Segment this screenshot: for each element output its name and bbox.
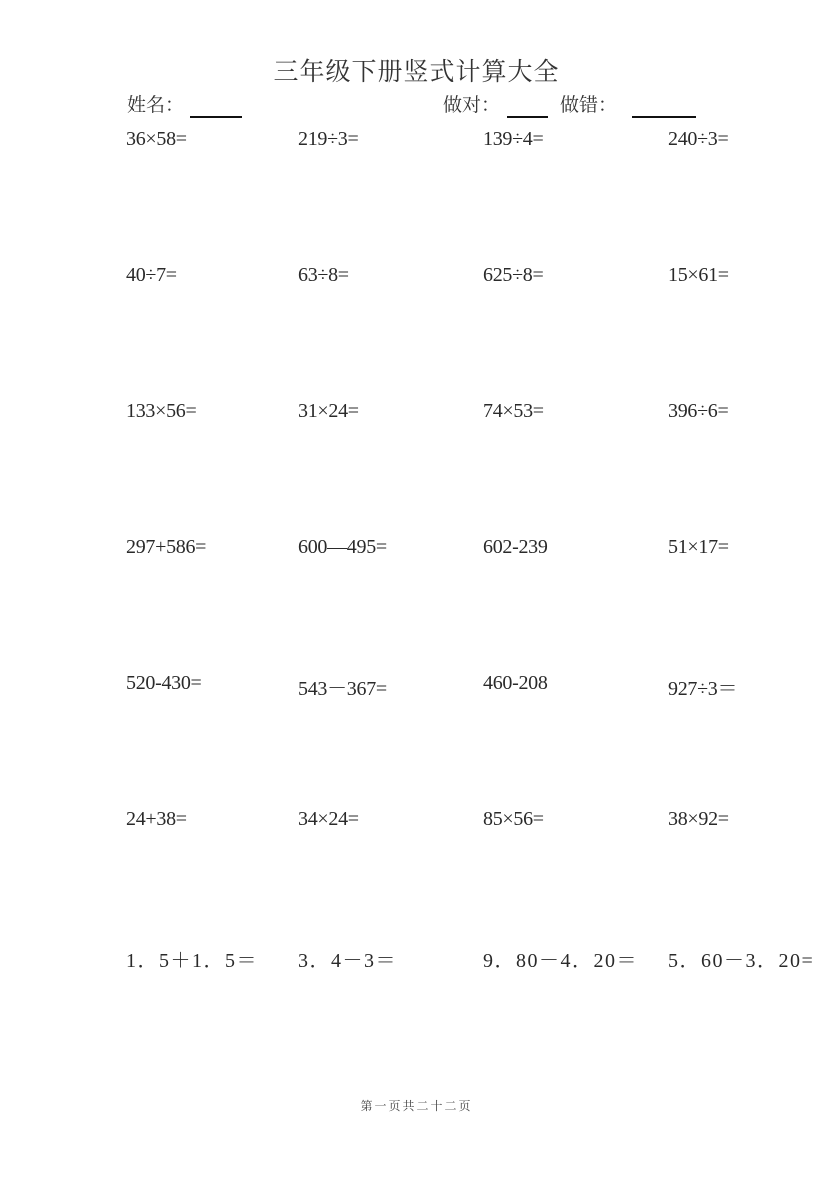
problem: 34×24= [298,808,359,830]
problem: 85×56= [483,808,544,830]
problem: 1．5＋1．5＝ [126,950,258,972]
problem: 31×24= [298,400,359,422]
problem: 133×56= [126,400,197,422]
problem: 24+38= [126,808,187,830]
problem: 51×17= [668,536,729,558]
problem: 9．80－4．20＝ [483,950,638,972]
problem: 139÷4= [483,128,544,150]
page-title: 三年级下册竖式计算大全 [273,59,560,86]
correct-count-label: 做对： [443,95,501,116]
problem: 5．60－3．20= [668,950,815,972]
problem: 36×58= [126,128,187,150]
wrong-count-label: 做错： [560,95,618,116]
problem: 74×53= [483,400,544,422]
name-label: 姓名： [127,95,185,116]
name-blank[interactable] [190,116,242,118]
problem: 520-430= [126,672,202,694]
problem: 63÷8= [298,264,349,286]
page-footer: 第一页共二十二页 [360,1099,473,1113]
problem: 602-239 [483,536,548,558]
problem: 297+586= [126,536,207,558]
wrong-count-blank[interactable] [632,116,696,118]
problem: 625÷8= [483,264,544,286]
problem: 460-208 [483,672,548,694]
problem: 543－367= [298,678,387,700]
problem: 3．4－3＝ [298,950,397,972]
problem: 240÷3= [668,128,729,150]
correct-count-blank[interactable] [507,116,548,118]
problem: 38×92= [668,808,729,830]
problem: 927÷3＝ [668,678,738,700]
problem: 396÷6= [668,400,729,422]
problem: 219÷3= [298,128,359,150]
problem: 40÷7= [126,264,177,286]
problem: 15×61= [668,264,729,286]
problem: 600—495= [298,536,387,558]
